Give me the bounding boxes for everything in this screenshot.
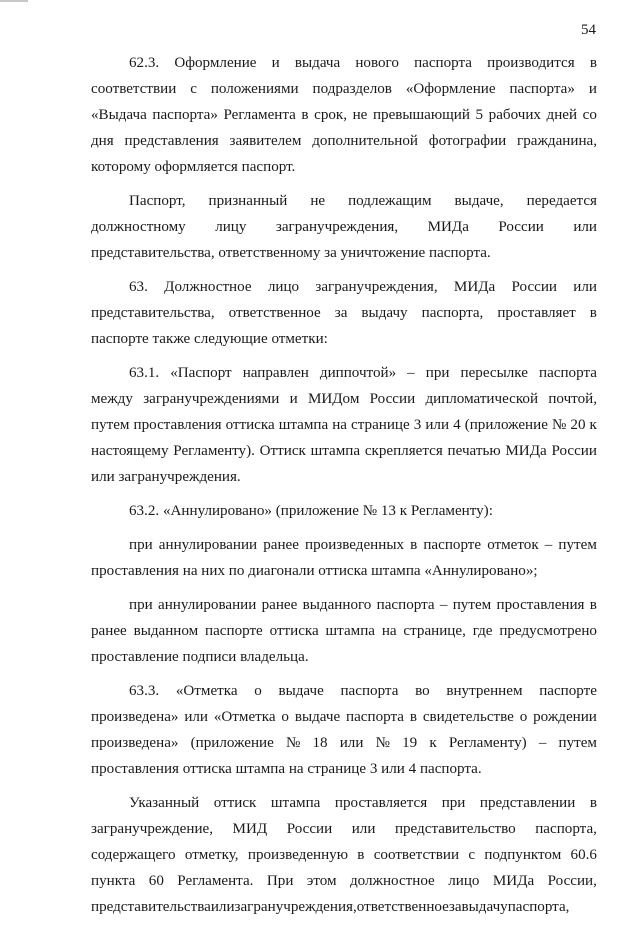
text-line [91, 331, 597, 357]
word: представительства [91, 899, 211, 915]
word: Паспорт, [129, 193, 186, 209]
word: паспорта, [535, 821, 597, 837]
word: где [472, 623, 493, 639]
word: 63.1. [129, 365, 160, 381]
word: при [129, 597, 153, 613]
word: – [538, 735, 547, 751]
word: в [410, 537, 418, 553]
word: и [588, 81, 597, 97]
text-line [91, 279, 597, 305]
word: 20 [570, 417, 586, 433]
word: которому оформляется паспорт. [91, 159, 296, 175]
word: Указанный [129, 795, 200, 811]
word: штампа [325, 623, 375, 639]
word: штампа [278, 417, 329, 433]
word: (приложение [190, 735, 274, 751]
paragraph [91, 365, 597, 495]
word: должностное [349, 873, 435, 889]
word: содержащего [91, 847, 176, 863]
word: проставляется [334, 795, 428, 811]
text-line [91, 365, 597, 391]
word: не [310, 193, 326, 209]
word: России [511, 279, 558, 295]
text-line [91, 735, 597, 761]
word: предусмотрено [499, 623, 597, 639]
word: 5 [475, 107, 484, 123]
text-line [91, 683, 597, 709]
word: паспорта, [507, 899, 570, 915]
text-line [91, 649, 597, 675]
word: фотографии [428, 133, 507, 149]
word: России [498, 219, 544, 235]
word: загранучреждения, [275, 219, 399, 235]
word: путем [558, 735, 597, 751]
word: проставление подписи владельца. [91, 649, 309, 665]
word: дней [546, 107, 578, 123]
word: России [369, 391, 416, 407]
word: Регламенту). [173, 443, 255, 459]
word: в [301, 107, 309, 123]
word: странице, [403, 623, 466, 639]
word: странице [351, 417, 410, 433]
word: почтой, [548, 391, 597, 407]
word: паспорте также следующие отметки: [91, 331, 328, 347]
word: гражданина, [517, 133, 597, 149]
word: во [415, 683, 430, 699]
word: производится [487, 55, 575, 71]
word: скрепляется [364, 443, 443, 459]
word: соответствии [91, 81, 177, 97]
word: заявителем [229, 133, 302, 149]
word: и [289, 391, 298, 407]
text-line [91, 821, 597, 847]
paragraph [91, 795, 597, 925]
text-line [91, 761, 597, 787]
word: направлен [242, 365, 309, 381]
word: проставления оттиска штампа на странице 3 или 4 паспорта. [91, 761, 482, 777]
text-line [91, 873, 597, 899]
word: – [407, 365, 415, 381]
paragraph [91, 683, 597, 787]
page-number: 54 [581, 22, 596, 38]
word: за [334, 305, 348, 321]
word: в [589, 795, 597, 811]
word: или [573, 279, 597, 295]
word: или [184, 709, 208, 725]
word: печатью [447, 443, 501, 459]
word: паспорте [205, 623, 263, 639]
word: в [589, 597, 597, 613]
word: 63.2. «Аннулировано» (приложение № 13 к Регламенту): [129, 503, 493, 519]
word: загранучреждения, [234, 899, 357, 915]
word: в [357, 847, 365, 863]
word: загранучреждение, [91, 821, 213, 837]
word: в [589, 55, 597, 71]
word: отметку, [184, 847, 239, 863]
word: отметок [487, 537, 539, 553]
word: Регламенту) [448, 735, 527, 751]
word: путем [452, 597, 492, 613]
word: (приложение [464, 417, 548, 433]
text-line [91, 469, 597, 495]
word: ранее [261, 597, 298, 613]
word: представлении [479, 795, 576, 811]
word: паспорте [423, 537, 482, 553]
word: оттиска [225, 417, 275, 433]
word: 4 [453, 417, 461, 433]
word: произведенных [305, 537, 405, 553]
word: выдача [294, 55, 341, 71]
word: о [281, 709, 289, 725]
word: лицо [448, 873, 480, 889]
text-line [91, 219, 597, 245]
word: Регламента [223, 107, 296, 123]
word: При [266, 873, 294, 889]
word: паспорта [539, 365, 597, 381]
word: аннулировании [158, 597, 257, 613]
word: паспорта [346, 709, 404, 725]
word: выданного [302, 597, 372, 613]
word: с [468, 847, 476, 863]
word: 63.3. [129, 683, 160, 699]
word: передается [526, 193, 597, 209]
word: МИДом [307, 391, 360, 407]
text-line [91, 159, 597, 185]
word: 18 [312, 735, 328, 751]
word: 60 [148, 873, 164, 889]
word: Должностное [164, 279, 252, 295]
word: признанный [208, 193, 288, 209]
text-line [91, 133, 597, 159]
word: № [285, 735, 301, 751]
word: или [573, 219, 597, 235]
word: МИДа [427, 219, 469, 235]
word: произведена» [91, 735, 179, 751]
word: паспорта [340, 683, 399, 699]
word: МИДа [505, 443, 547, 459]
word: «Отметка [175, 683, 238, 699]
word: настоящему [91, 443, 169, 459]
word: паспорта» [509, 81, 575, 97]
word: паспорта, [421, 305, 484, 321]
word: ранее [263, 537, 299, 553]
word: № [551, 417, 567, 433]
word: загранучреждениями [143, 391, 280, 407]
paragraph [91, 503, 597, 529]
word: России [551, 443, 597, 459]
word: 62.3. [129, 55, 160, 71]
word: внутреннем [446, 683, 523, 699]
word: представительство [394, 821, 516, 837]
text-line [91, 503, 597, 529]
document-body [91, 55, 597, 925]
word: рабочих [488, 107, 541, 123]
text-line [91, 795, 597, 821]
word: между [91, 391, 133, 407]
word: выдаче [278, 683, 324, 699]
word: 19 [402, 735, 418, 751]
word: путем [558, 537, 597, 553]
word: лицу [215, 219, 247, 235]
text-line [91, 563, 597, 589]
word: МИДа [453, 279, 496, 295]
word: штампа [270, 795, 321, 811]
word: или [210, 899, 235, 915]
word: аннулировании [158, 537, 258, 553]
text-line [91, 55, 597, 81]
word: Регламента. [177, 873, 254, 889]
text-line [91, 107, 597, 133]
word: должностному [91, 219, 186, 235]
word: о [254, 683, 262, 699]
word: оттиска [269, 623, 319, 639]
text-line [91, 623, 597, 649]
word: паспорта [376, 597, 435, 613]
word: выданном [133, 623, 199, 639]
word: представительства, ответственному за уничтожение паспорта. [91, 245, 491, 261]
word: или [339, 735, 364, 751]
word: «Выдача [91, 107, 147, 123]
word: к [589, 417, 597, 433]
text-line [91, 417, 597, 443]
word: дипломатической [425, 391, 539, 407]
word: представительства, [91, 305, 215, 321]
word: штампа [310, 443, 361, 459]
word: срок, [314, 107, 348, 123]
word: выдаче, [454, 193, 504, 209]
word: при [425, 365, 450, 381]
word: диппочтой» [319, 365, 397, 381]
word: дня [91, 133, 114, 149]
text-line [91, 81, 597, 107]
word: произведена» [91, 709, 179, 725]
word: положениями [210, 81, 299, 97]
word: со [582, 107, 597, 123]
word: выдачу [461, 899, 508, 915]
word: нового [355, 55, 399, 71]
word: Оформление [174, 55, 257, 71]
word: путем [91, 417, 130, 433]
word: произведенную [247, 847, 348, 863]
word: представления [124, 133, 219, 149]
word: с [190, 81, 197, 97]
paragraph [91, 193, 597, 271]
word: подразделов [312, 81, 392, 97]
word: к [429, 735, 437, 751]
word: оттиск [213, 795, 257, 811]
word: проставления на них по диагонали оттиска штампа «Аннулировано»; [91, 563, 538, 579]
word: не [352, 107, 368, 123]
word: выдаче [294, 709, 341, 725]
scan-edge-mark [0, 0, 28, 2]
word: лицо [267, 279, 300, 295]
text-line [91, 305, 597, 331]
paragraph [91, 597, 597, 675]
word: паспорте [539, 683, 597, 699]
word: при [129, 537, 153, 553]
word: в [409, 709, 417, 725]
word: России [286, 821, 333, 837]
paragraph [91, 279, 597, 357]
text-line [91, 443, 597, 469]
text-line [91, 193, 597, 219]
paragraph [91, 55, 597, 185]
word: пункта [91, 873, 136, 889]
word: № [375, 735, 390, 751]
text-line [91, 245, 597, 271]
word: ответственное [356, 899, 449, 915]
word: «Паспорт [170, 365, 232, 381]
word: или загранучреждения. [91, 469, 241, 485]
word: проставления [496, 597, 585, 613]
text-line [91, 847, 597, 873]
word: МИДа [492, 873, 535, 889]
paragraph [91, 537, 597, 589]
word: за [448, 899, 462, 915]
word: МИД [232, 821, 268, 837]
word: или [351, 821, 376, 837]
word: выдачу [361, 305, 408, 321]
word: России, [547, 873, 597, 889]
word: 60.6 [570, 847, 597, 863]
word: превышающий [372, 107, 470, 123]
word: и [271, 55, 280, 71]
word: – [544, 537, 553, 553]
word: соответствии [373, 847, 460, 863]
text-line [91, 391, 597, 417]
text-line [91, 709, 597, 735]
text-line [91, 597, 597, 623]
word: проставляет [497, 305, 576, 321]
word: о [519, 709, 528, 725]
word: – [439, 597, 448, 613]
word: «Отметка [213, 709, 276, 725]
word: подлежащим [348, 193, 432, 209]
word: пересылке [460, 365, 528, 381]
text-line [91, 899, 597, 925]
word: ответственное [228, 305, 321, 321]
word: этом [306, 873, 337, 889]
word: на [332, 417, 347, 433]
word: свидетельстве [422, 709, 514, 725]
word: подпунктом [484, 847, 562, 863]
word: 3 [413, 417, 422, 433]
word: на [381, 623, 397, 639]
word: или [425, 417, 450, 433]
word: Оттиск [259, 443, 306, 459]
text-line [91, 537, 597, 563]
word: рождении [533, 709, 597, 725]
word: проставления [133, 417, 222, 433]
word: «Оформление [405, 81, 496, 97]
word: загранучреждения, [315, 279, 438, 295]
word: паспорта [414, 55, 472, 71]
word: 63. [129, 279, 148, 295]
word: паспорта» [152, 107, 218, 123]
word: в [589, 305, 597, 321]
word: дополнительной [312, 133, 418, 149]
word: при [441, 795, 466, 811]
word: ранее [91, 623, 127, 639]
